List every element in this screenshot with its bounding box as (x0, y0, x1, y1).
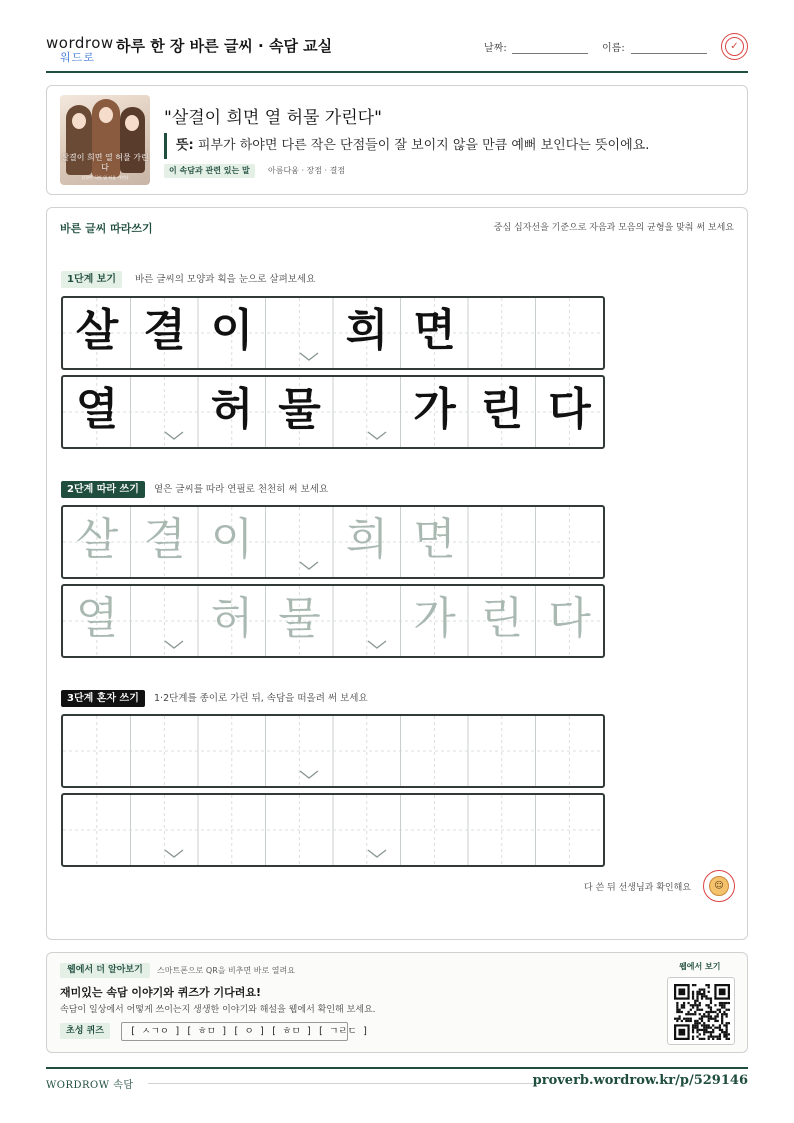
name-line (631, 53, 707, 54)
web-card (46, 952, 748, 1053)
step1-desc: 바른 글씨의 모양과 획을 눈으로 살펴보세요 (135, 274, 316, 285)
practice-char: 린 (480, 384, 524, 435)
related-tag: 이 속담과 관련 있는 말 (164, 164, 255, 178)
teacher-stamp-icon: ☺ (703, 870, 735, 902)
footer-url[interactable]: proverb.wordrow.kr/p/529146 (532, 1073, 748, 1088)
step2-row-1[interactable] (61, 505, 605, 579)
illustration-subcaption: 살결이 희면 열 허물 가린다 (81, 175, 129, 180)
space-marker-icon (367, 640, 387, 650)
meaning-text: 피부가 하야면 다른 작은 단점들이 잘 보이지 않을 만큼 예뻐 보인다는 뜻이에요. (197, 138, 650, 153)
practice-char: 이 (210, 305, 254, 356)
practice-char: 가 (413, 593, 456, 644)
step2-row-2[interactable] (61, 584, 605, 658)
meaning-label: 뜻: (176, 138, 194, 153)
space-marker-icon (367, 849, 387, 859)
illustration-caption: 살결이 희면 열 허물 가린다 (61, 153, 149, 172)
practice-char: 결 (143, 514, 186, 565)
practice-char: 살 (75, 305, 119, 356)
practice-char: 열 (75, 593, 119, 644)
practice-char: 다 (548, 384, 591, 435)
footer-thin-line (148, 1083, 540, 1084)
practice-char: 린 (480, 593, 524, 644)
logo-korean: 워드로 (60, 51, 95, 64)
wordrow-logo (46, 34, 114, 64)
practice-section-note: 중심 십자선을 기준으로 자음과 모음의 균형을 맞춰 써 보세요 (493, 223, 734, 233)
step3-row-1[interactable] (61, 714, 605, 788)
practice-char: 허 (210, 593, 254, 644)
practice-char: 가 (413, 384, 456, 435)
page-title: 하루 한 장 바른 글씨 · 속담 교실 (116, 37, 333, 55)
space-marker-icon (299, 770, 319, 780)
space-marker-icon (367, 431, 387, 441)
footer-brand: WORDROW 속담 (46, 1080, 134, 1091)
date-line (512, 53, 588, 54)
cross-guide-grid (63, 795, 603, 865)
name-label: 이름: (602, 43, 625, 54)
step3-badge: 3단계 혼자 쓰기 (61, 690, 145, 707)
footer-divider (46, 1067, 748, 1069)
qr-label: 웹에서 보기 (679, 962, 721, 971)
done-note: 다 쓴 뒤 선생님과 확인해요 (583, 883, 691, 893)
practice-char: 희 (345, 514, 389, 565)
practice-char: 희 (345, 305, 389, 356)
page-header (46, 30, 748, 73)
space-marker-icon (164, 640, 184, 650)
proverb-illustration (60, 95, 150, 185)
story-desc: 속담이 일상에서 어떻게 쓰이는지 생생한 이야기와 해설을 웹에서 확인해 보세요. (60, 1005, 376, 1015)
space-marker-icon (299, 352, 319, 362)
practice-char: 열 (75, 384, 119, 435)
practice-char: 이 (210, 514, 254, 565)
practice-char: 물 (278, 593, 321, 644)
space-marker-icon (164, 849, 184, 859)
step1-row-1 (61, 296, 605, 370)
practice-char: 결 (143, 305, 186, 356)
qr-code[interactable] (667, 977, 735, 1045)
quiz-badge: 초성 퀴즈 (60, 1023, 110, 1039)
space-marker-icon (299, 561, 319, 571)
proverb-meaning (164, 133, 649, 159)
story-title: 재미있는 속담 이야기와 퀴즈가 기다려요! (60, 986, 261, 999)
step2-desc: 옅은 글씨를 따라 연필로 천천히 써 보세요 (154, 484, 329, 495)
date-label: 날짜: (484, 43, 507, 54)
proverb-card (46, 85, 748, 195)
logo-wordmark: wordrow (46, 34, 114, 52)
practice-char: 면 (413, 514, 456, 565)
proverb-title: "살결이 희면 열 허물 가린다" (164, 108, 382, 128)
cross-guide-grid (63, 716, 603, 786)
step1-badge: 1단계 보기 (61, 271, 122, 288)
practice-card (46, 207, 748, 940)
related-words: 아름다움 · 장점 · 결점 (268, 166, 346, 175)
check-stamp-icon: ✓ (721, 33, 748, 60)
step3-desc: 1·2단계를 종이로 가린 뒤, 속담을 떠올려 써 보세요 (154, 693, 368, 704)
step2-badge: 2단계 따라 쓰기 (61, 481, 145, 498)
practice-section-title: 바른 글씨 따라쓰기 (60, 222, 153, 235)
web-desc: 스마트폰으로 QR을 비추면 바로 열려요 (157, 966, 295, 975)
practice-char: 면 (413, 305, 456, 356)
practice-char: 다 (548, 593, 591, 644)
practice-char: 살 (75, 514, 119, 565)
web-badge: 웹에서 더 알아보기 (60, 963, 150, 978)
practice-char: 물 (278, 384, 321, 435)
qr-code-icon (674, 984, 730, 1040)
practice-char: 허 (210, 384, 254, 435)
quiz-box: [ ㅅㄱㅇ ] [ ㅎㅁ ] [ ㅇ ] [ ㅎㅁ ] [ ㄱㄹㄷ ] (121, 1022, 348, 1041)
step1-row-2 (61, 375, 605, 449)
step3-row-2[interactable] (61, 793, 605, 867)
space-marker-icon (164, 431, 184, 441)
